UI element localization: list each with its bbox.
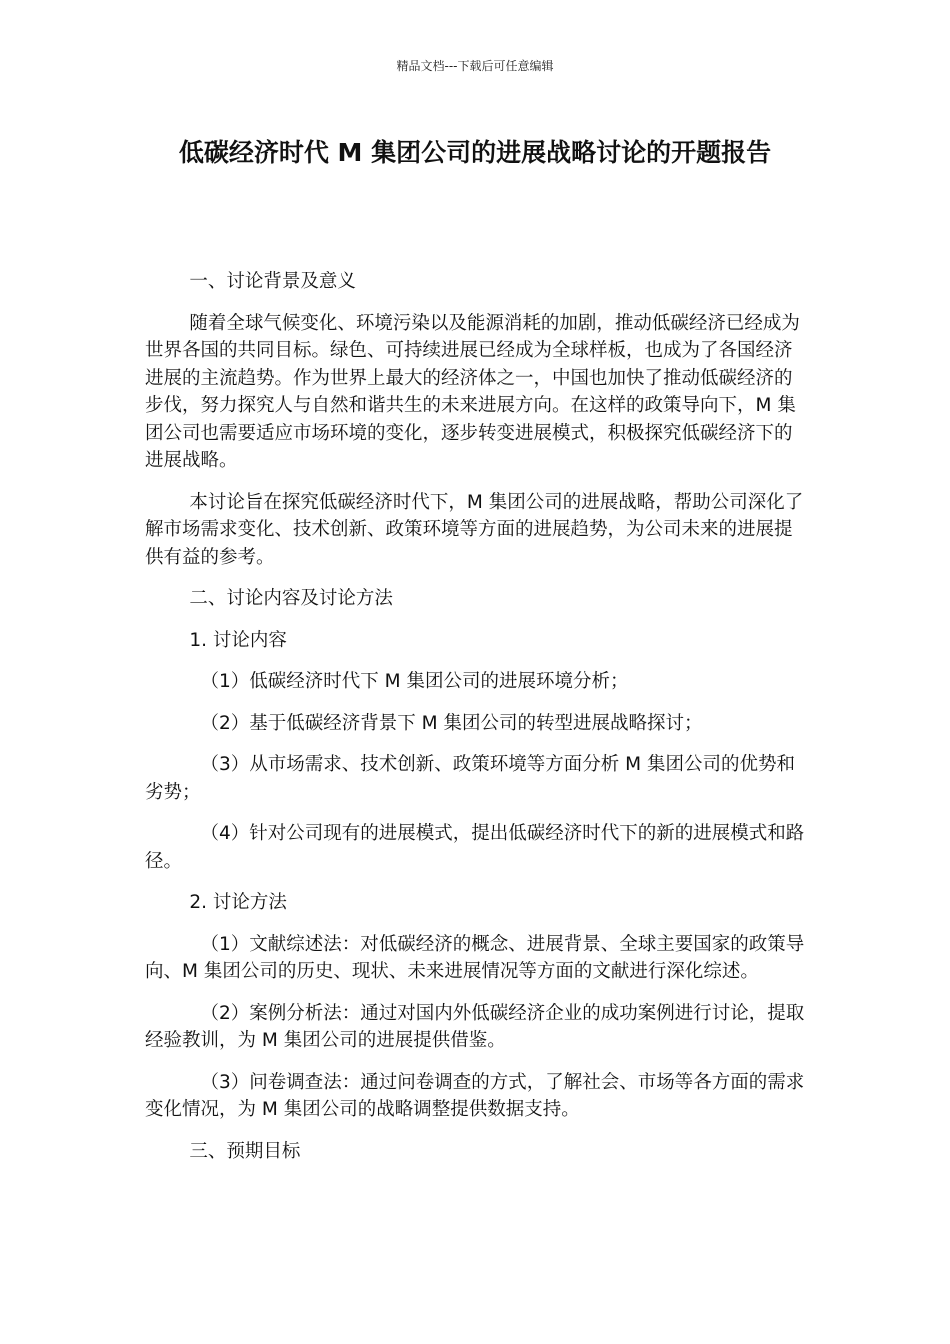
background-paragraph-2: 本讨论旨在探究低碳经济时代下，M 集团公司的进展战略，帮助公司深化了解市场需求变化、技术创新、政策环境等方面的进展趋势，为公司未来的进展提供有益的参考。 bbox=[145, 491, 804, 568]
content-item-2: （2）基于低碳经济背景下 M 集团公司的转型进展战略探讨； bbox=[200, 712, 703, 734]
section-heading-background: 一、讨论背景及意义 bbox=[189, 271, 356, 292]
document-title: 低碳经济时代 M 集团公司的进展战略讨论的开题报告 bbox=[178, 138, 772, 167]
method-item-3: （3）问卷调查法：通过问卷调查的方式，了解社会、市场等各方面的需求变化情况，为 M 集团公司的战略调整提供数据支持。 bbox=[145, 1071, 805, 1120]
section-heading-goals: 三、预期目标 bbox=[189, 1140, 301, 1162]
subheading-methods: 2. 讨论方法 bbox=[189, 892, 287, 913]
section-heading-content-methods: 二、讨论内容及讨论方法 bbox=[189, 588, 393, 609]
method-item-2: （2）案例分析法：通过对国内外低碳经济企业的成功案例进行讨论，提取经验教训，为 M 集团公司的进展提供借鉴。 bbox=[145, 1002, 805, 1051]
content-item-3: （3）从市场需求、技术创新、政策环境等方面分析 M 集团公司的优势和劣势； bbox=[145, 754, 795, 803]
page-header-note: 精品文档---下载后可任意编辑 bbox=[396, 59, 554, 73]
background-paragraph-1: 随着全球气候变化、环境污染以及能源消耗的加剧，推动低碳经济已经成为世界各国的共同目标。绿色、可持续进展已经成为全球样板，也成为了各国经济进展的主流趋势。作为世界上最大的经济体之一，中国也加快了推动低碳经济的步伐，努力探究人与自然和谐共生的未来进展方向。在这样的政策导向下，M 集团公司也需要适应市场环境的变化，逐步转变进展模式，积极探究低碳经济下的进展战略。 bbox=[145, 312, 800, 471]
content-item-4: （4）针对公司现有的进展模式，提出低碳经济时代下的新的进展模式和路径。 bbox=[145, 823, 805, 872]
subheading-content: 1. 讨论内容 bbox=[189, 629, 287, 651]
method-item-1: （1）文献综述法：对低碳经济的概念、进展背景、全球主要国家的政策导向、M 集团公司的历史、现状、未来进展情况等方面的文献进行深化综述。 bbox=[145, 933, 805, 982]
document-body bbox=[145, 268, 810, 1179]
content-item-1: （1）低碳经济时代下 M 集团公司的进展环境分析； bbox=[200, 671, 629, 692]
